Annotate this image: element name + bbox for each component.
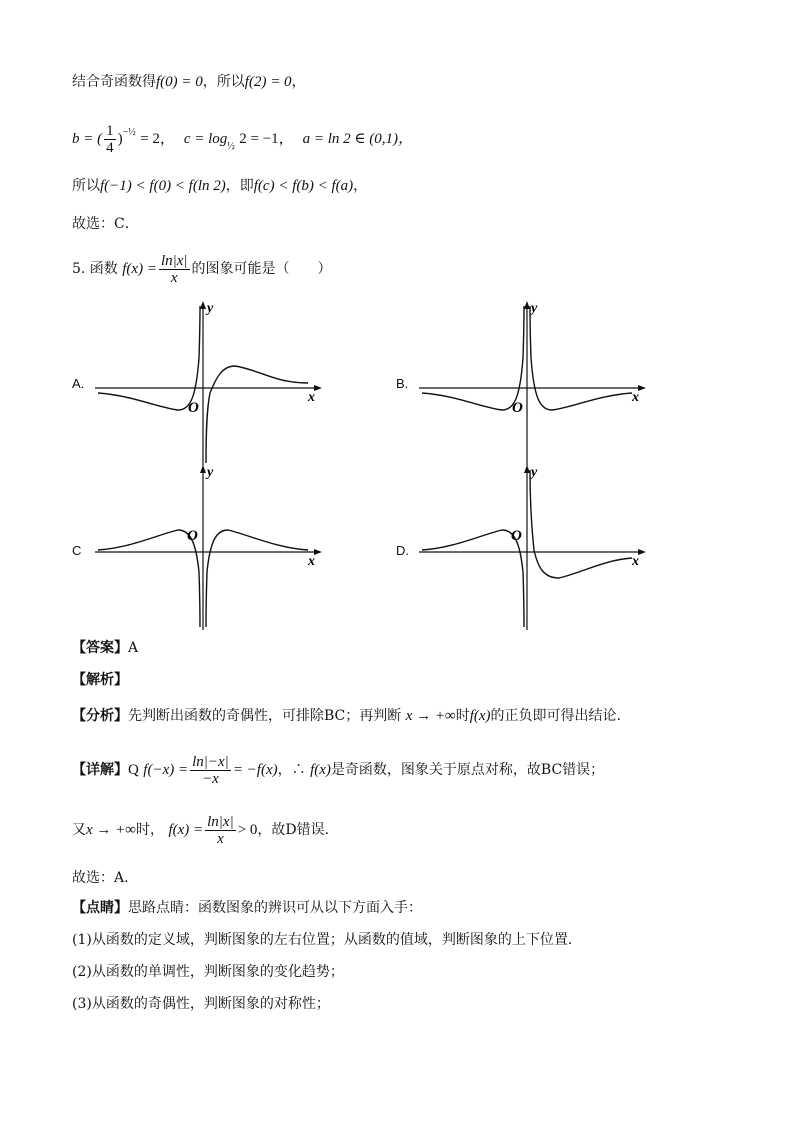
origin-label: O (187, 528, 198, 544)
origin-label: O (512, 400, 523, 416)
xj-f: f(−x) = (143, 762, 189, 778)
axis-x-label: x (308, 554, 315, 569)
you-f: f(x) = (168, 822, 204, 838)
xj-text: 是奇函数，图象关于原点对称，故BC错误； (330, 762, 605, 778)
graph-option-a (90, 298, 330, 468)
l3-end: ， (353, 178, 368, 194)
analysis-tag: 【解析】 (72, 672, 128, 688)
answer-value: A (128, 640, 139, 656)
l3-mid: ，即 (225, 178, 254, 194)
axis-y-label: y (207, 301, 214, 316)
text-line-4: 故选：C． (72, 216, 139, 232)
axis-y-label: y (531, 301, 538, 316)
graph-option-d (414, 462, 654, 632)
you-expr: x → +∞ (86, 822, 136, 838)
l3-expr1: f(−1) < f(0) < f(ln 2) (100, 178, 226, 194)
xj-q: Q (128, 762, 139, 778)
q5-f: f(x) = (122, 261, 157, 277)
choose-line: 故选：A. (72, 870, 129, 886)
l3-prefix: 所以 (72, 178, 100, 194)
q5-suffix: 的图象可能是（ ） (191, 261, 332, 277)
answer-line (72, 638, 138, 658)
l3-expr2: f(c) < f(b) < f(a) (253, 178, 354, 194)
dianjing-text: 思路点睛：函数图象的辨识可从以下方面入手： (128, 900, 422, 916)
axis-x-label: x (308, 390, 315, 405)
axis-x-label: x (632, 390, 639, 405)
option-b-label: B. (396, 376, 409, 391)
you-text-2: ，故D错误. (257, 822, 330, 838)
l2-c: c = log (183, 131, 228, 147)
l1-expr1: f(0) = 0 (156, 74, 203, 90)
dianjing-tag: 【点睛】 (72, 900, 128, 916)
l2-b: b = ( (72, 131, 103, 147)
q5-frac: $\frac{\ln|x|}{x}$ (160, 252, 188, 286)
fenxi-tag: 【分析】 (72, 708, 128, 724)
l1-end: ， (291, 74, 306, 90)
l1-prefix: 结合奇函数得 (72, 74, 156, 90)
dianjing-line (72, 898, 422, 918)
l2-b-exp: −½ (122, 127, 136, 138)
l2-a: a = ln 2 ∈ (0,1)， (302, 131, 413, 147)
you-line (72, 810, 329, 850)
xiangjie-tag: 【详解】 (72, 762, 128, 778)
answer-tag: 【答案】 (72, 640, 128, 656)
fenxi-line (72, 706, 621, 726)
axis-x-label: x (632, 554, 639, 569)
you-frac: $\frac{\ln|x|}{x}$ (207, 813, 234, 847)
xj-fx: f(x) (310, 762, 331, 778)
point-3: (3)从函数的奇偶性，判断图象的对称性； (72, 996, 330, 1012)
l2-b-frac: $\frac{1}{4}$ (106, 122, 114, 156)
fenxi-text-2: 时 (455, 708, 470, 724)
xj-therefore: ，∴ (277, 762, 306, 778)
q5-prefix: 5. 函数 (72, 261, 118, 277)
l2-b-close: ) (117, 131, 123, 147)
point-1: (1)从函数的定义域，判断图象的左右位置；从函数的值域，判断图象的上下位置. (72, 932, 573, 948)
origin-label: O (511, 528, 522, 544)
xiangjie-line (72, 750, 604, 790)
xj-eq: = −f(x) (232, 762, 278, 778)
you-text-1: 时， (135, 822, 164, 838)
fenxi-expr-2: f(x) (469, 708, 491, 724)
l2-c-tail: 2 = −1， (239, 131, 294, 147)
graph-option-c (90, 462, 330, 632)
option-c-label: C (72, 543, 82, 558)
you-prefix: 又 (72, 822, 86, 838)
question-5 (72, 250, 332, 288)
option-d-label: D. (396, 543, 409, 558)
l1-expr2: f(2) = 0 (244, 74, 292, 90)
origin-label: O (188, 400, 199, 416)
text-line-1 (72, 72, 306, 92)
l2-c-base: ½ (227, 141, 235, 152)
graph-option-b (414, 298, 654, 468)
fenxi-text-1: 先判断出函数的奇偶性，可排除BC；再判断 (128, 708, 402, 724)
you-gt: > 0 (237, 822, 258, 838)
text-line-3 (72, 176, 367, 196)
axis-y-label: y (531, 465, 538, 480)
point-2: (2)从函数的单调性，判断图象的变化趋势； (72, 964, 344, 980)
l1-mid: ，所以 (202, 74, 245, 90)
text-line-2 (72, 116, 413, 164)
fenxi-text-3: 的正负即可得出结论. (490, 708, 621, 724)
l2-b-tail: = 2， (140, 131, 175, 147)
option-a-label: A. (72, 376, 85, 391)
xj-frac: $\frac{\ln|-x|}{-x}$ (192, 753, 229, 787)
fenxi-expr-1: x → +∞ (405, 708, 456, 724)
axis-y-label: y (207, 465, 214, 480)
